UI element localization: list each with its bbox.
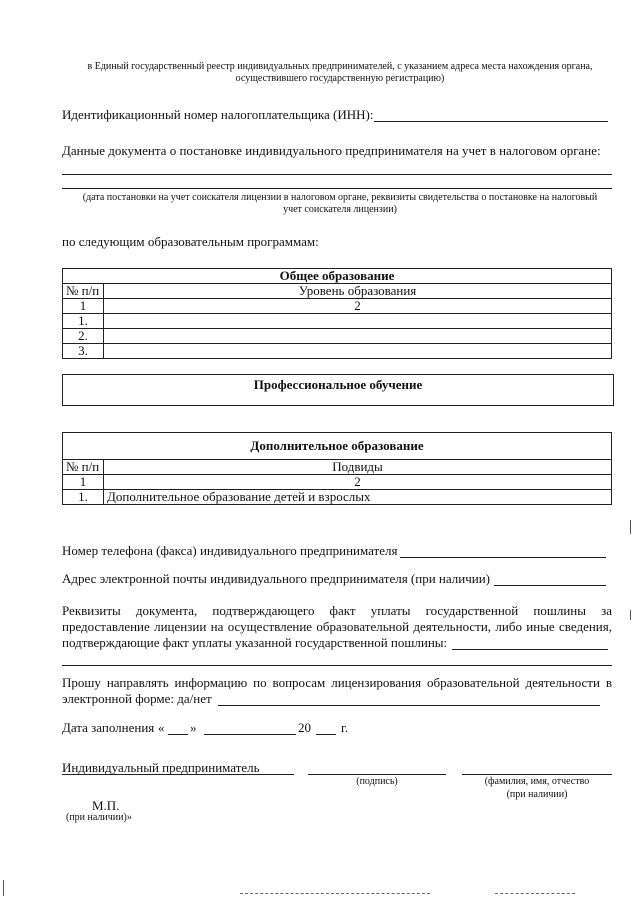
table-row[interactable] bbox=[63, 490, 612, 505]
general-education-table bbox=[62, 268, 612, 359]
general-row-value[interactable] bbox=[104, 344, 612, 359]
fee-field-1[interactable] bbox=[452, 649, 608, 650]
name-caption-2: (при наличии) bbox=[506, 789, 568, 800]
date-year-suffix: г. bbox=[341, 720, 349, 735]
general-row-num: 3. bbox=[63, 344, 104, 359]
additional-row-num: 1. bbox=[63, 490, 104, 505]
scan-artifact-right-edge-2 bbox=[630, 610, 631, 620]
tax-doc-caption: (дата постановки на учет соискателя лицензии в налоговом органе, реквизиты свидетельства о постановке на налоговый учет соискателя лицензии) bbox=[82, 192, 598, 215]
programs-label: по следующим образовательным программам: bbox=[62, 234, 319, 249]
email-field[interactable] bbox=[494, 585, 606, 586]
date-year-field[interactable] bbox=[316, 734, 336, 735]
professional-training-box bbox=[62, 374, 614, 406]
scan-artifact-right-edge bbox=[630, 520, 631, 534]
tax-doc-field-1[interactable] bbox=[62, 174, 612, 175]
date-close-quote: » bbox=[190, 720, 197, 735]
fee-text: Реквизиты документа, подтверждающего факт уплаты государственной пошлины за предоставление лицензии на осуществление образовательной деятельности, либо иные сведения, bbox=[62, 603, 612, 634]
general-row-value[interactable] bbox=[104, 329, 612, 344]
additional-table-title: Дополнительное образование bbox=[63, 433, 612, 460]
name-field[interactable] bbox=[462, 774, 612, 775]
date-label: Дата заполнения bbox=[62, 720, 155, 735]
signatory-label: Индивидуальный предприниматель bbox=[62, 760, 260, 775]
fee-text-2: подтверждающие факт уплаты указанной государственной пошлины: bbox=[62, 635, 448, 650]
additional-col-subtype-header: Подвиды bbox=[104, 460, 612, 475]
general-num-row-1: 1 bbox=[63, 299, 104, 314]
professional-training-title: Профессиональное обучение bbox=[253, 377, 423, 392]
signatory-line bbox=[62, 774, 294, 775]
phone-label: Номер телефона (факса) индивидуального предпринимателя bbox=[62, 543, 398, 558]
fee-field-2[interactable] bbox=[62, 665, 612, 666]
general-row-value[interactable] bbox=[104, 314, 612, 329]
inn-field[interactable] bbox=[374, 121, 608, 122]
general-col-num-header: № п/п bbox=[63, 284, 104, 299]
general-col-level-header: Уровень образования bbox=[104, 284, 612, 299]
general-row-num: 2. bbox=[63, 329, 104, 344]
phone-field[interactable] bbox=[400, 557, 606, 558]
general-num-row-2: 2 bbox=[104, 299, 612, 314]
additional-num-row-1: 1 bbox=[63, 475, 104, 490]
stamp-label: М.П. bbox=[92, 798, 120, 813]
scan-artifact-bottom bbox=[240, 893, 430, 894]
header-note: в Единый государственный реестр индивидуальных предпринимателей, с указанием адреса места нахождения органа, осуществившего государственную регистрацию) bbox=[87, 61, 593, 84]
tax-doc-label: Данные документа о постановке индивидуального предпринимателя на учет в налоговом органе: bbox=[62, 143, 601, 158]
stamp-caption: (при наличии)» bbox=[66, 812, 132, 823]
date-open-quote: « bbox=[158, 720, 165, 735]
additional-education-table bbox=[62, 432, 612, 505]
date-day-field[interactable] bbox=[168, 734, 188, 735]
scan-artifact-bottom-2 bbox=[495, 893, 575, 894]
email-label: Адрес электронной почты индивидуального предпринимателя (при наличии) bbox=[62, 571, 490, 586]
date-month-field[interactable] bbox=[204, 734, 296, 735]
table-row[interactable] bbox=[63, 314, 612, 329]
request-text: Прошу направлять информацию по вопросам лицензирования образовательной деятельности в bbox=[62, 675, 612, 690]
signature-caption: (подпись) bbox=[356, 776, 398, 787]
additional-num-row-2: 2 bbox=[104, 475, 612, 490]
tax-doc-field-2[interactable] bbox=[62, 188, 612, 189]
general-table-title: Общее образование bbox=[63, 269, 612, 284]
table-row[interactable] bbox=[63, 329, 612, 344]
request-answer-field[interactable] bbox=[218, 705, 600, 706]
date-year-prefix: 20 bbox=[298, 720, 311, 735]
signature-field[interactable] bbox=[308, 774, 446, 775]
additional-col-num-header: № п/п bbox=[63, 460, 104, 475]
general-row-num: 1. bbox=[63, 314, 104, 329]
table-row[interactable] bbox=[63, 344, 612, 359]
inn-label: Идентификационный номер налогоплательщика (ИНН): bbox=[62, 107, 374, 122]
name-caption: (фамилия, имя, отчество bbox=[484, 776, 590, 787]
additional-row-text: Дополнительное образование детей и взрослых bbox=[104, 490, 612, 505]
scan-artifact-left-edge bbox=[3, 880, 4, 896]
request-text-2: электронной форме: да/нет bbox=[62, 691, 212, 706]
